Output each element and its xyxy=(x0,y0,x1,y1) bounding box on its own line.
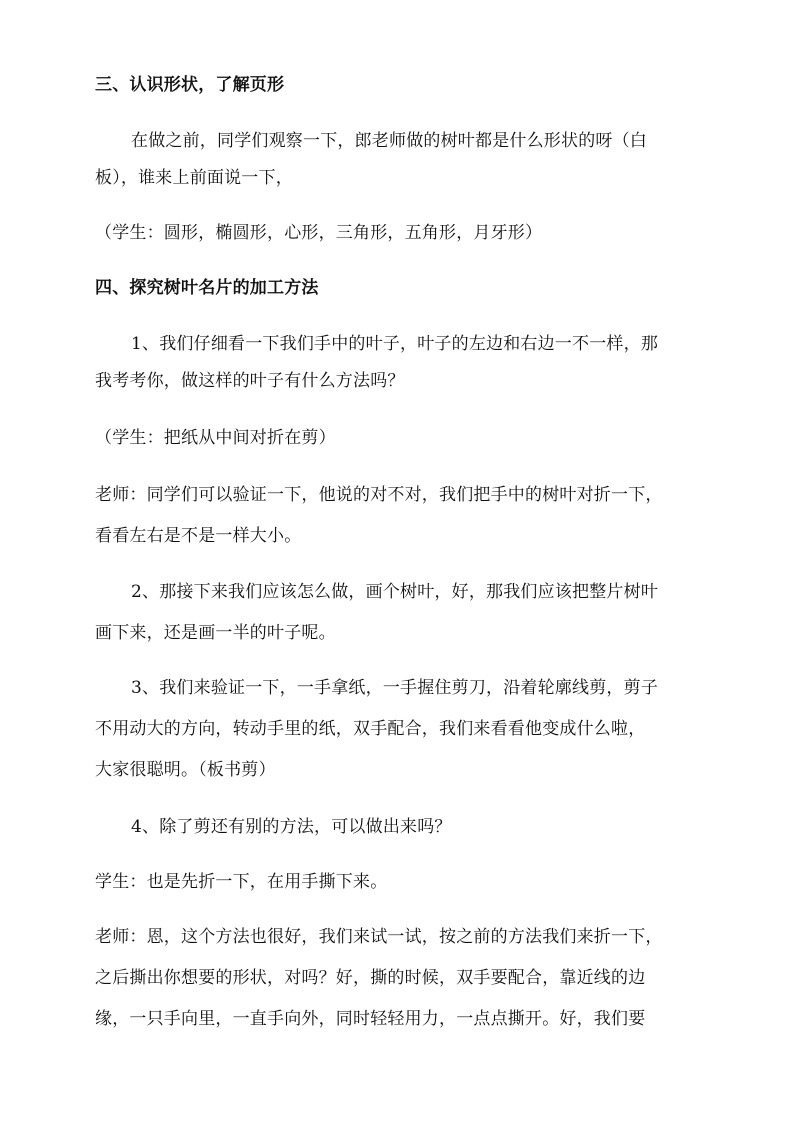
paragraph-line: 板），谁来上前面说一下， xyxy=(95,168,293,188)
student-answer: 学生：也是先折一下，在用手撕下来。 xyxy=(95,872,388,892)
teacher-remark-line: 看看左右是不是一样大小。 xyxy=(95,526,302,546)
student-answer: （学生：把纸从中间对折在剪） xyxy=(95,428,336,448)
teacher-remark-line: 老师：恩，这个方法也很好，我们来试一试，按之前的方法我们来折一下， xyxy=(95,927,663,947)
list-item-3-line: 大家很聪明。（板书剪） xyxy=(95,760,276,780)
paragraph-line: 在做之前，同学们观察一下，郎老师做的树叶都是什么形状的呀（白 xyxy=(131,131,647,151)
list-item-3-line: 3、我们来验证一下，一手拿纸，一手握住剪刀，沿着轮廓线剪，剪子 xyxy=(131,678,659,698)
section-heading-4: 四、探究树叶名片的加工方法 xyxy=(95,278,319,298)
list-item-2-line: 2、那接下来我们应该怎么做，画个树叶，好，那我们应该把整片树叶 xyxy=(131,582,659,602)
list-item-4: 4、除了剪还有别的方法，可以做出来吗？ xyxy=(131,817,452,837)
list-item-3-line: 不用动大的方向，转动手里的纸，双手配合，我们来看看他变成什么啦， xyxy=(95,719,646,739)
section-heading-3: 三、认识形状，了解页形 xyxy=(95,75,285,95)
student-answer: （学生：圆形，椭圆形，心形，三角形，五角形，月牙形） xyxy=(95,223,543,243)
teacher-remark-line: 之后撕出你想要的形状，对吗？好，撕的时候，双手要配合，靠近线的边 xyxy=(95,968,646,988)
list-item-1-line: 我考考你，做这样的叶子有什么方法吗？ xyxy=(95,371,405,391)
teacher-remark-line: 老师：同学们可以验证一下，他说的对不对，我们把手中的树叶对折一下， xyxy=(95,485,663,505)
list-item-2-line: 画下来，还是画一半的叶子呢。 xyxy=(95,623,336,643)
list-item-1-line: 1、我们仔细看一下我们手中的叶子，叶子的左边和右边一不一样，那 xyxy=(131,334,659,354)
teacher-remark-line: 缘，一只手向里，一直手向外，同时轻轻用力，一点点撕开。好，我们要 xyxy=(95,1009,646,1029)
